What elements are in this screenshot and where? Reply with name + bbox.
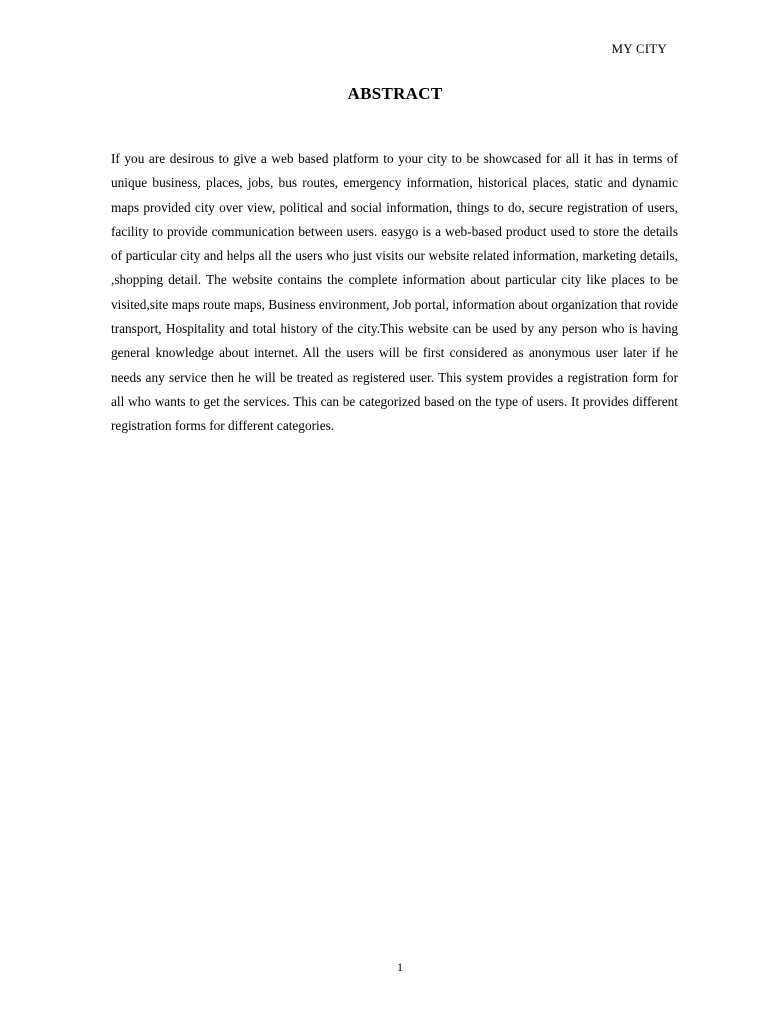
running-header: MY CITY	[611, 41, 667, 56]
section-title: ABSTRACT	[347, 84, 443, 103]
abstract-paragraph: If you are desirous to give a web based platform to your city to be showcased for all it has in terms of unique business, places, jobs, bus routes, emergency information, historical places, static and dynamic maps provided city over view, political and social information, things to do, secure registration of users, facility to provide communication between users. easygo is a web-based product used to store the details of particular city and helps all the users who just visits our website related information, marketing details, ,shopping detail. The website contains the complete information about particular city like places to be visited,site maps route maps, Business environment, Job portal, information about organization that rovide transport, Hospitality and total history of the city.This website can be used by any person who is having general knowledge about internet. All the users will be first considered as anonymous user later if he needs any service then he will be treated as registered user. This system provides a registration form for all who wants to get the services. This can be categorized based on the type of users. It provides different registration forms for different categories.	[111, 151, 678, 434]
page-number: 1	[397, 960, 403, 974]
